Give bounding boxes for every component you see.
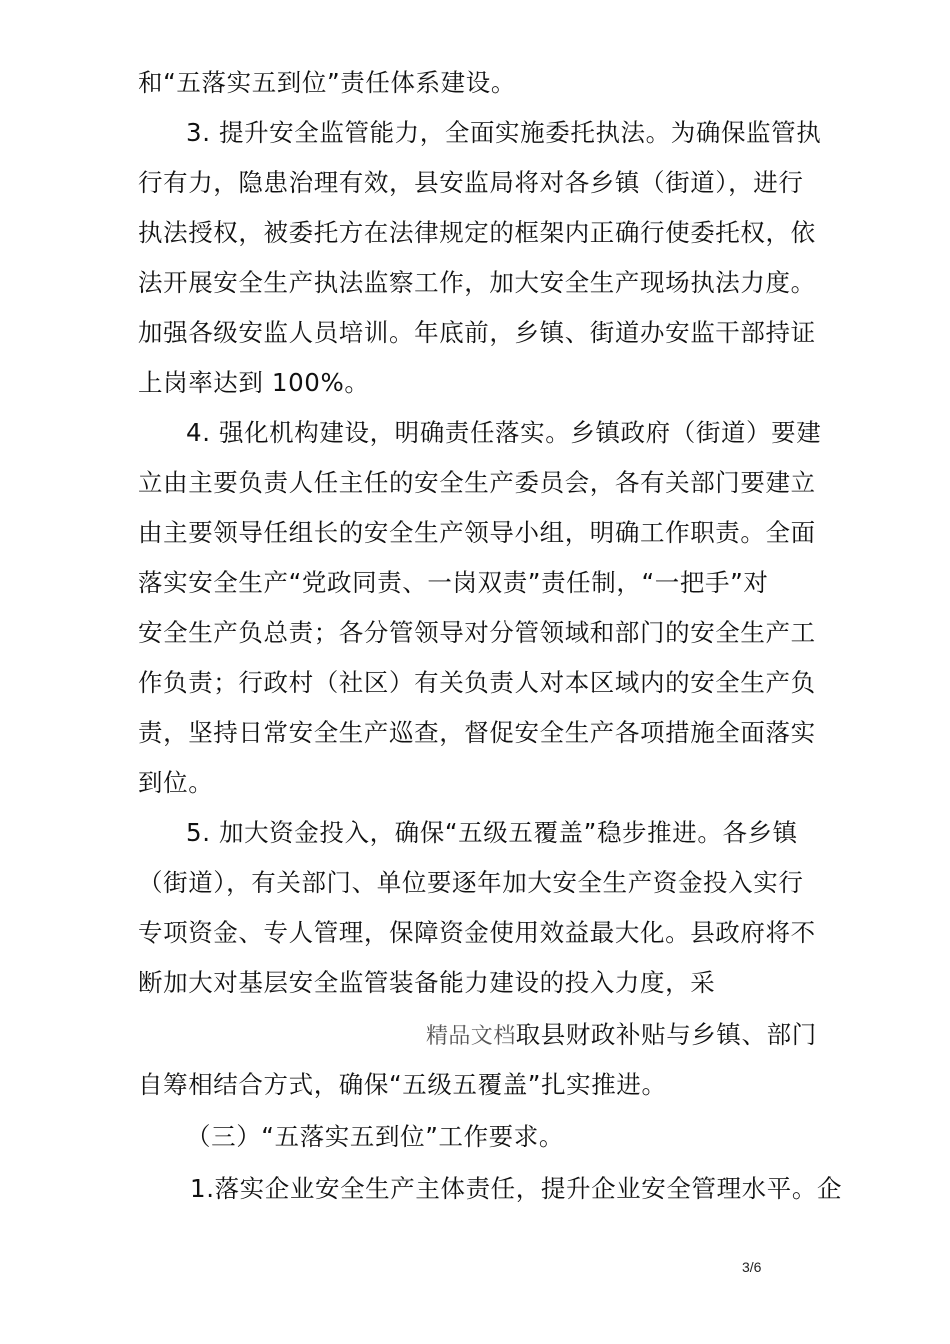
text-line: 上岗率达到 100%。 — [138, 368, 370, 397]
text-line: 和“五落实五到位”责任体系建设。 — [138, 68, 516, 97]
watermark: 精品文档 — [426, 1024, 516, 1049]
text-line: 法开展安全生产执法监察工作，加大安全生产现场执法力度。 — [138, 268, 816, 297]
text-line: 加强各级安监人员培训。年底前，乡镇、街道办安监干部持证 — [138, 318, 816, 347]
text-line: 5. 加大资金投入，确保“五级五覆盖”稳步推进。各乡镇 — [186, 818, 798, 847]
watermark-line — [426, 1020, 817, 1052]
text-line: 到位。 — [138, 768, 214, 797]
text-line: 专项资金、专人管理，保障资金使用效益最大化。县政府将不 — [138, 918, 816, 947]
text-line: 4. 强化机构建设，明确责任落实。乡镇政府（街道）要建 — [186, 418, 822, 447]
text-line: 1.落实企业安全生产主体责任，提升企业安全管理水平。企 — [190, 1174, 843, 1203]
text-line: 立由主要负责人任主任的安全生产委员会，各有关部门要建立 — [138, 468, 816, 497]
text-line: 3. 提升安全监管能力，全面实施委托执法。为确保监管执 — [186, 118, 822, 147]
text-line: 取县财政补贴与乡镇、部门 — [515, 1020, 817, 1049]
text-line: 执法授权，被委托方在法律规定的框架内正确行使委托权，依 — [138, 218, 816, 247]
page-number: 3/6 — [742, 1259, 762, 1275]
text-line: （街道），有关部门、单位要逐年加大安全生产资金投入实行 — [138, 868, 804, 897]
text-line: 行有力，隐患治理有效，县安监局将对各乡镇（街道），进行 — [138, 168, 804, 197]
text-line: 安全生产负总责；各分管领导对分管领域和部门的安全生产工 — [138, 618, 816, 647]
text-line: 责，坚持日常安全生产巡查，督促安全生产各项措施全面落实 — [138, 718, 816, 747]
text-line: 落实安全生产“党政同责、一岗双责”责任制，“一把手”对 — [138, 568, 769, 597]
text-line: 断加大对基层安全监管装备能力建设的投入力度，采 — [138, 968, 716, 997]
text-line: 作负责；行政村（社区）有关负责人对本区域内的安全生产负 — [138, 668, 816, 697]
text-line: 自筹相结合方式，确保“五级五覆盖”扎实推进。 — [138, 1070, 667, 1099]
section-heading: （三）“五落实五到位”工作要求。 — [186, 1122, 564, 1151]
text-line: 由主要领导任组长的安全生产领导小组，明确工作职责。全面 — [138, 518, 816, 547]
